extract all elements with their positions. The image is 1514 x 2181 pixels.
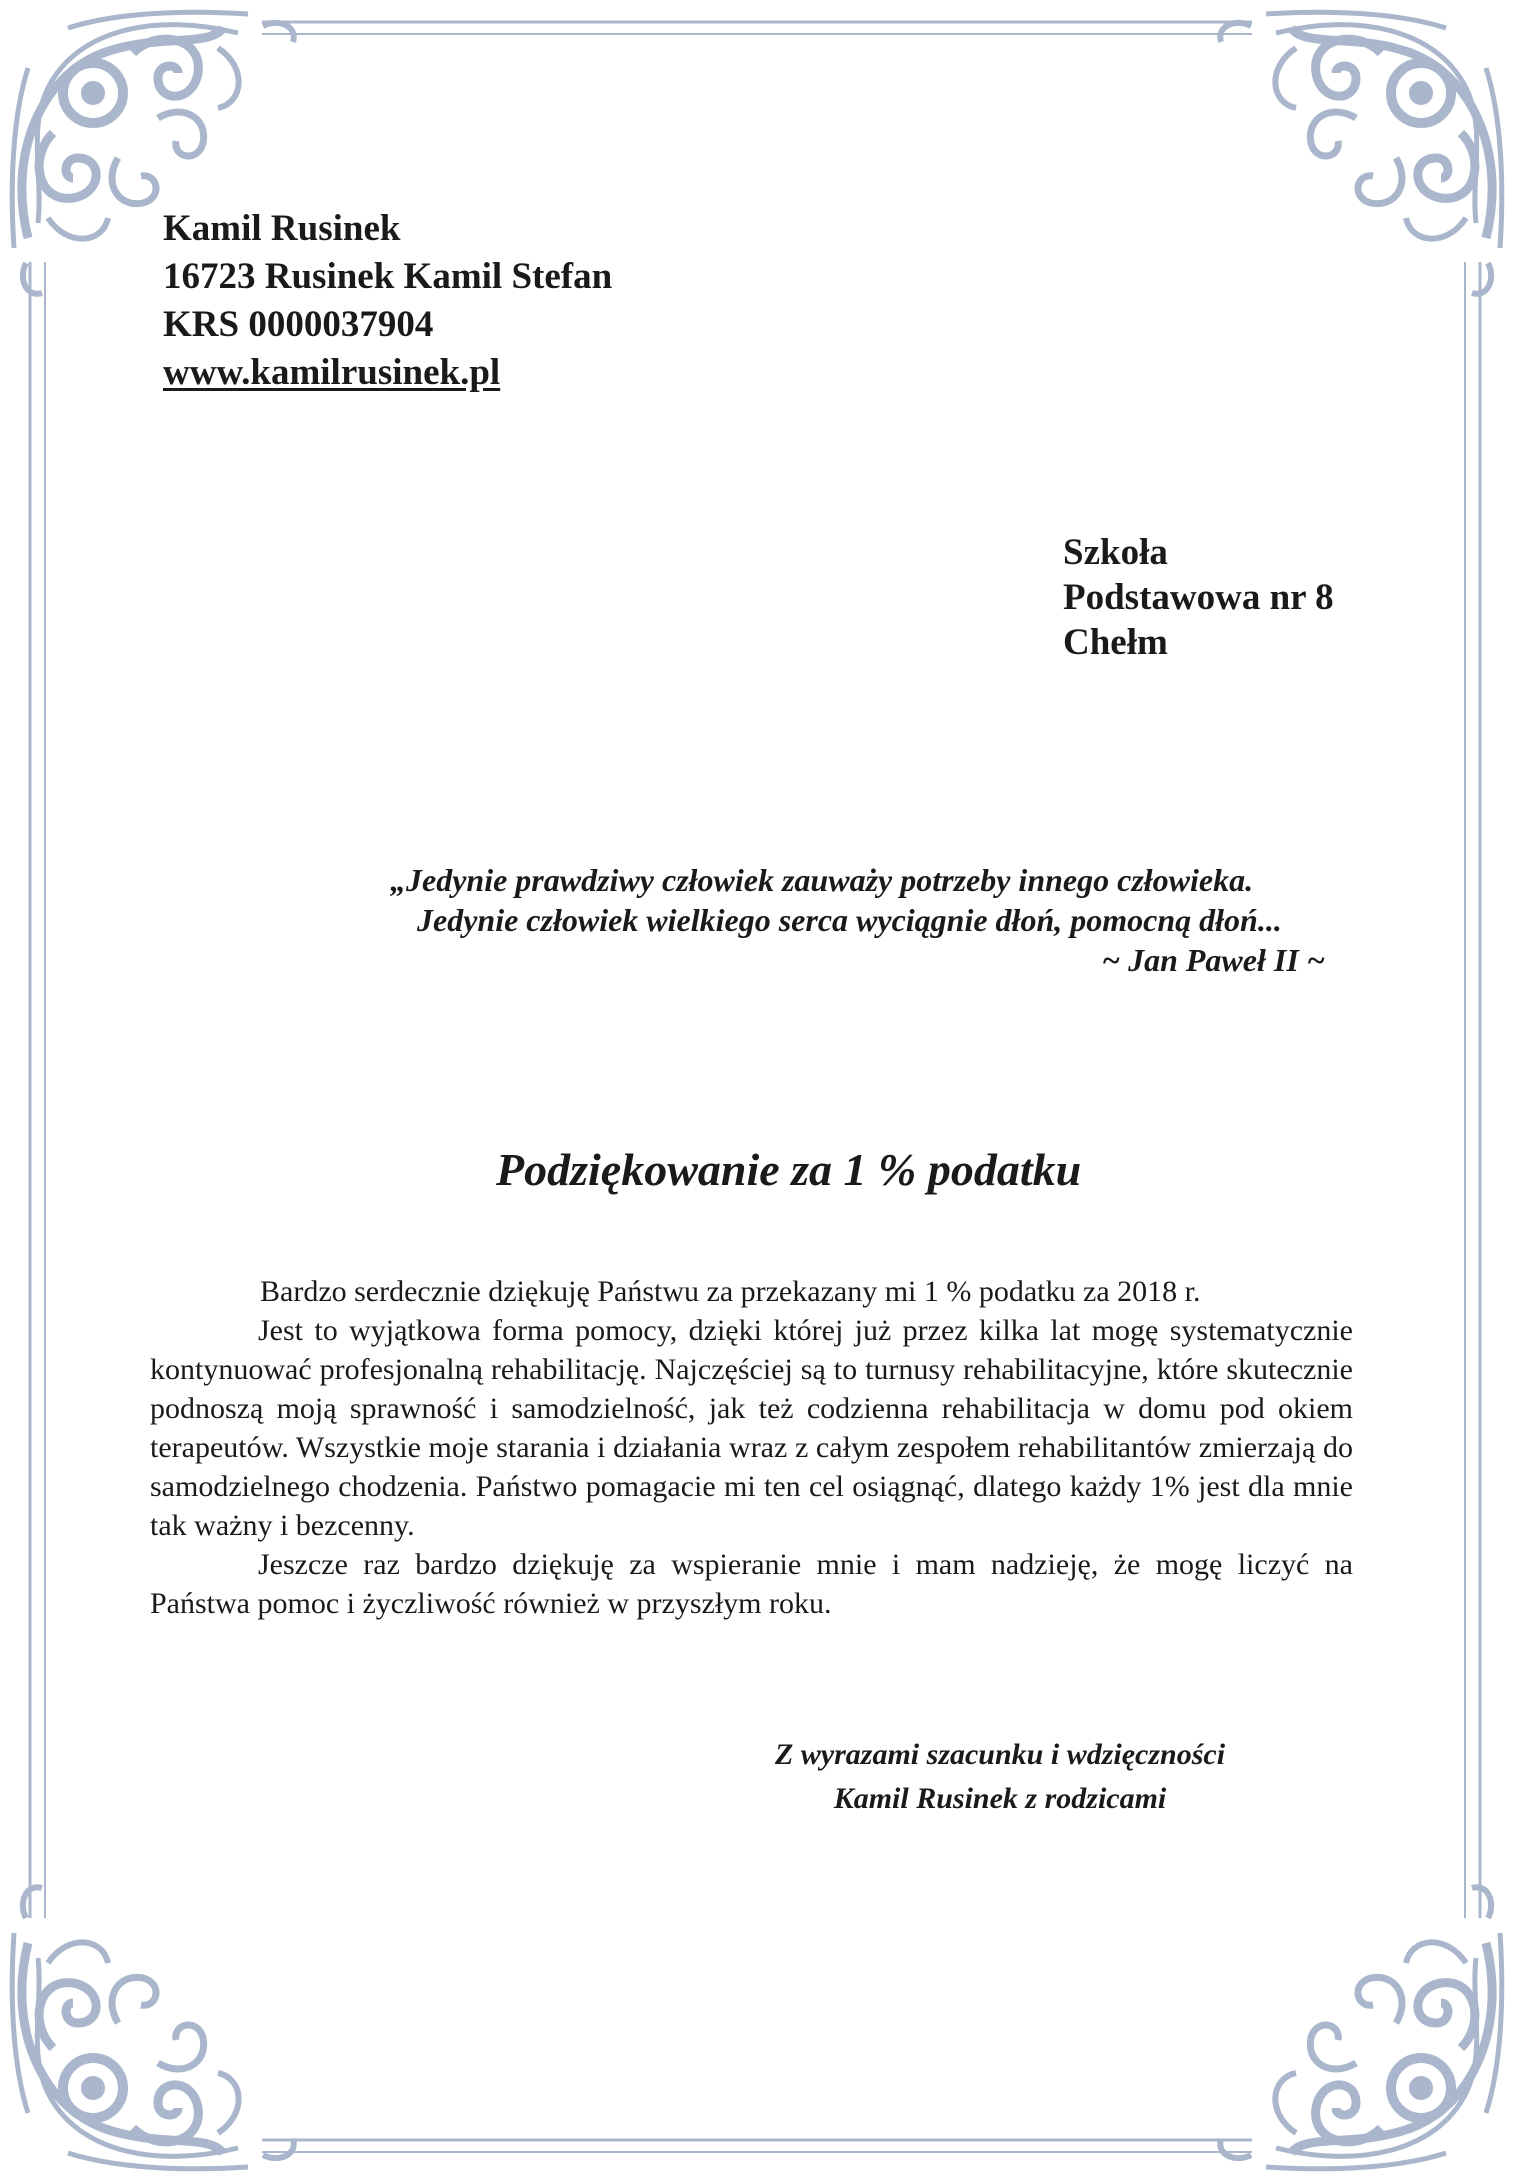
recipient-line: Chełm bbox=[1063, 622, 1168, 663]
sender-name: Kamil Rusinek bbox=[163, 208, 401, 249]
signature-name: Kamil Rusinek z rodzicami bbox=[833, 1782, 1167, 1815]
signature-block bbox=[720, 1733, 1280, 1821]
sender-block bbox=[163, 205, 612, 397]
recipient-line: Szkoła bbox=[1063, 532, 1168, 573]
quote-block bbox=[390, 860, 1330, 980]
signature-line: Z wyrazami szacunku i wdzięczności bbox=[774, 1738, 1226, 1771]
sender-code: 16723 Rusinek Kamil Stefan bbox=[163, 256, 613, 297]
body-paragraph: Jeszcze raz bardzo dziękuję za wspieranie mnie i mam nadzieję, że mogę liczyć na Państwa pomoc i życzliwość również w przyszłym roku. bbox=[150, 1548, 1353, 1620]
letter-title: Podziękowanie za 1 % podatku bbox=[496, 1144, 1082, 1195]
letter-body bbox=[150, 1272, 1353, 1623]
recipient-line: Podstawowa nr 8 bbox=[1063, 577, 1334, 618]
body-paragraph: Bardzo serdecznie dziękuję Państwu za przekazany mi 1 % podatku za 2018 r. bbox=[260, 1275, 1201, 1308]
quote-author: ~ Jan Paweł II ~ bbox=[1101, 942, 1325, 978]
quote-line: „Jedynie prawdziwy człowiek zauważy potrzeby innego człowieka. bbox=[390, 862, 1254, 898]
recipient-block bbox=[1063, 530, 1334, 665]
body-paragraph: Jest to wyjątkowa forma pomocy, dzięki której już przez kilka lat mogę systematycznie kontynuować profesjonalną rehabilitację. Najczęściej są to turnusy rehabilitacyjne, które skutecznie podnoszą moją sprawność i samodzielność, jak też codzienna rehabilitacja w domu pod okiem terapeutów. Wszystkie moje starania i działania wraz z całym zespołem rehabilitantów zmierzają do samodzielnego chodzenia. Państwo pomagacie mi ten cel osiągnąć, dlatego każdy 1% jest dla mnie tak ważny i bezcenny. bbox=[150, 1314, 1353, 1542]
quote-line: Jedynie człowiek wielkiego serca wyciągnie dłoń, pomocną dłoń... bbox=[417, 902, 1282, 938]
sender-krs: KRS 0000037904 bbox=[163, 304, 434, 345]
sender-website-link[interactable]: www.kamilrusinek.pl bbox=[163, 352, 501, 393]
